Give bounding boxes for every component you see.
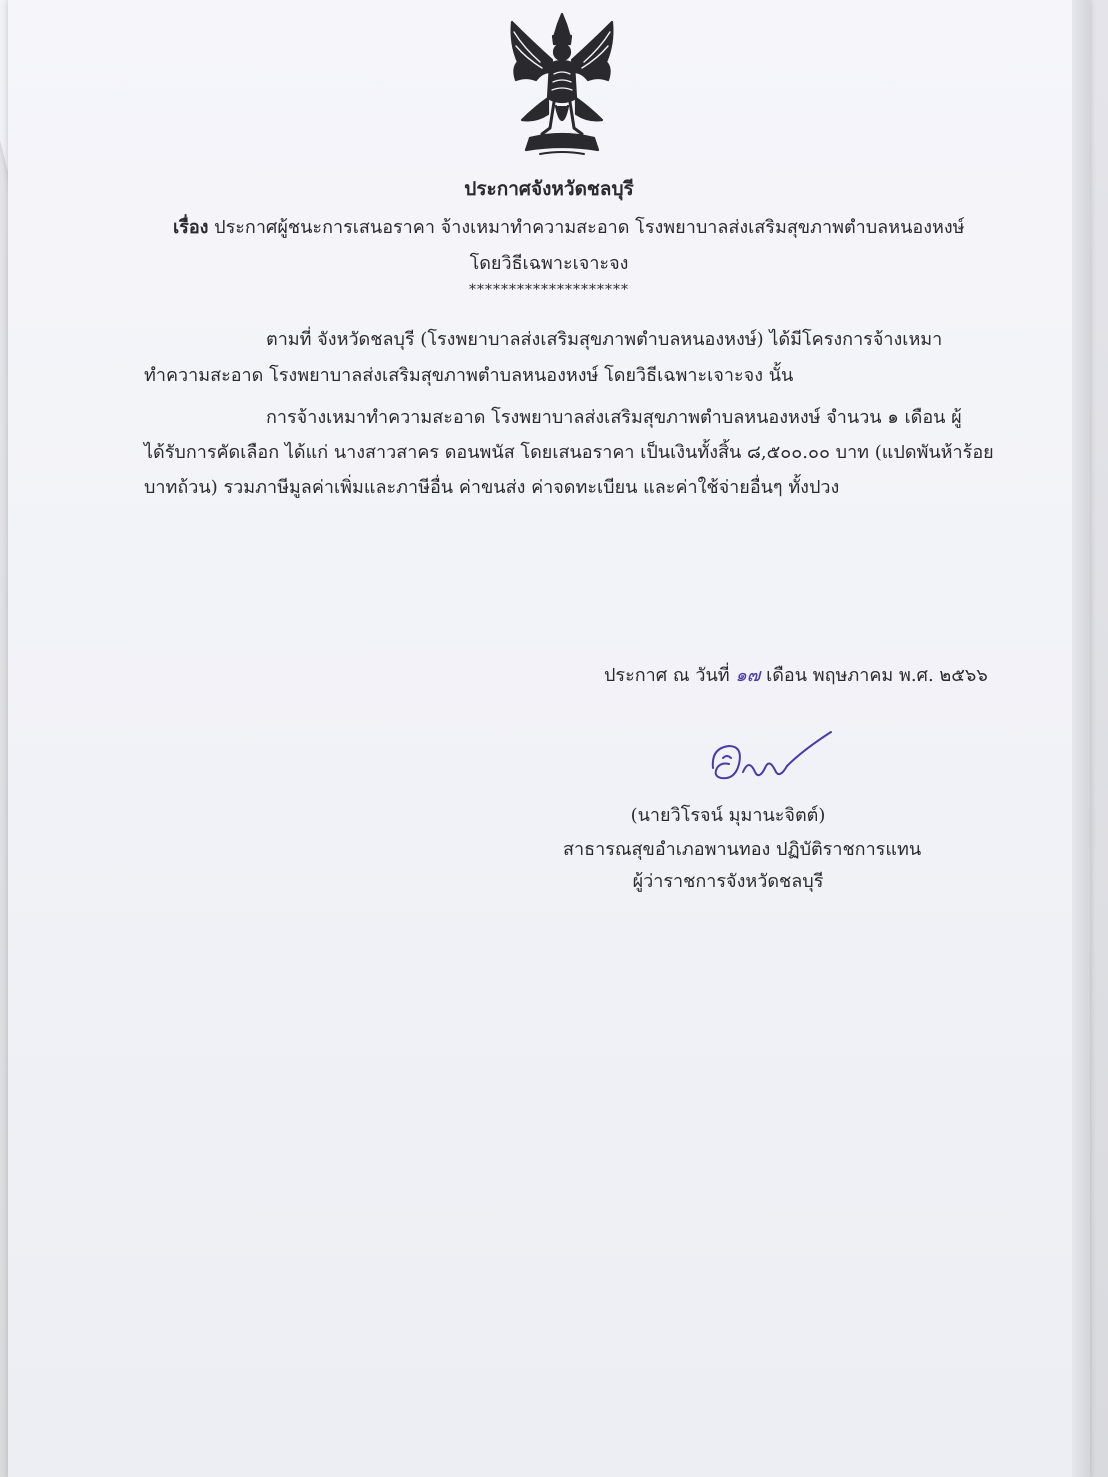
paragraph-1-line-2: ทำความสะอาด โรงพยาบาลส่งเสริมสุขภาพตำบลหนองหงษ์ โดยวิธีเฉพาะเจาะจง นั้น (144, 365, 794, 386)
announcement-date (604, 660, 988, 689)
subject-text: ประกาศผู้ชนะการเสนอราคา จ้างเหมาทำความสะอาด โรงพยาบาลส่งเสริมสุขภาพตำบลหนองหงษ์ (214, 217, 965, 238)
announcement-document (8, 0, 1090, 1477)
subject-label: เรื่อง (173, 217, 209, 238)
paragraph-2-line-3: บาทถ้วน) รวมภาษีมูลค่าเพิ่มและภาษีอื่น ค่าขนส่ง ค่าจดทะเบียน และค่าใช้จ่ายอื่นๆ ทั้งปวง (144, 477, 840, 498)
subject-continuation: โดยวิธีเฉพาะเจาะจง (469, 253, 629, 274)
subject-line (173, 212, 965, 241)
document-page (8, 0, 1090, 1477)
garuda-emblem-icon (500, 10, 624, 160)
paragraph-2-line-2: ได้รับการคัดเลือก ได้แก่ นางสาวสาคร ดอนพนัส โดยเสนอราคา เป็นเงินทั้งสิ้น ๘,๕๐๐.๐๐ บาท (แปดพันห้าร้อย (144, 442, 994, 463)
date-day: ๑๗ (735, 665, 761, 686)
paragraph-1-line-1: ตามที่ จังหวัดชลบุรี (โรงพยาบาลส่งเสริมสุขภาพตำบลหนองหงษ์) ได้มีโครงการจ้างเหมา (266, 329, 943, 350)
document-title: ประกาศจังหวัดชลบุรี (464, 178, 634, 200)
separator-line: ******************** (469, 282, 629, 298)
handwritten-signature-icon (703, 728, 843, 798)
date-prefix: ประกาศ ณ วันที่ (604, 665, 730, 686)
date-suffix: เดือน พฤษภาคม พ.ศ. ๒๕๖๖ (766, 665, 988, 686)
signatory-position-1: สาธารณสุขอำเภอพานทอง ปฏิบัติราชการแทน (563, 839, 922, 860)
paragraph-2-line-1: การจ้างเหมาทำความสะอาด โรงพยาบาลส่งเสริมสุขภาพตำบลหนองหงษ์ จำนวน ๑ เดือน ผู้ (266, 407, 962, 428)
signatory-name: (นายวิโรจน์ มุมานะจิตต์) (630, 805, 826, 826)
signatory-position-2: ผู้ว่าราชการจังหวัดชลบุรี (632, 871, 824, 892)
